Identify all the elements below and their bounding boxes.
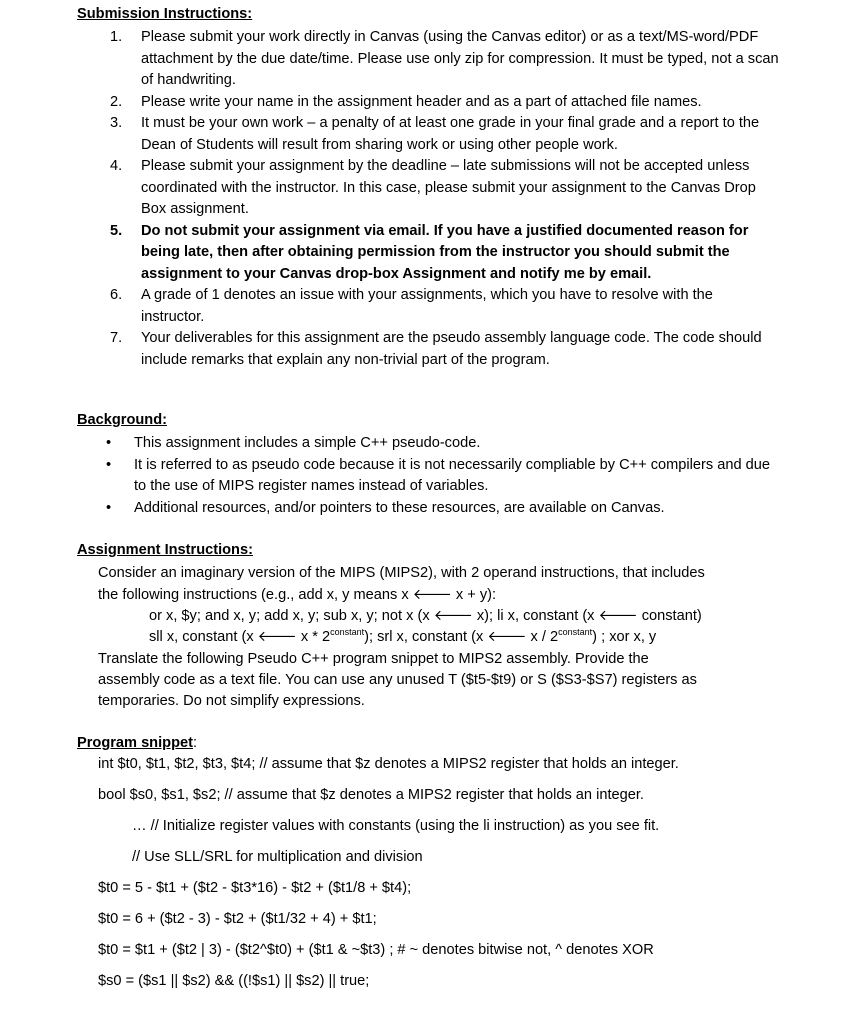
code-line: $t0 = 6 + ($t2 - 3) - $t2 + ($t1/32 + 4) + $t1;	[98, 911, 377, 927]
code-line: int $t0, $t1, $t2, $t3, $t4; // assume that $z denotes a MIPS2 register that holds an integer.	[98, 756, 679, 772]
submission-item	[110, 285, 780, 328]
code-line: bool $s0, $s1, $s2; // assume that $z denotes a MIPS2 register that holds an integer.	[98, 787, 644, 803]
item-text: Additional resources, and/or pointers to these resources, are available on Canvas.	[134, 499, 665, 516]
item-text: Please write your name in the assignment header and as a part of attached file names.	[141, 93, 702, 110]
item-text: It is referred to as pseudo code because it is not necessarily compliable by C++ compilers and due to the use of MIPS register names instead of variables.	[134, 456, 770, 494]
item-number: 3.	[110, 115, 123, 131]
assignment-heading: Assignment Instructions:	[77, 542, 253, 558]
item-number: 1.	[110, 29, 123, 45]
item-number: 2.	[110, 93, 123, 110]
submission-item	[110, 328, 780, 371]
background-item	[104, 455, 784, 498]
assignment-text-line: assembly code as a text file. You can use any unused T ($t5-$t9) or S ($S3-$S7) registers as	[98, 672, 697, 688]
submission-item	[110, 113, 780, 156]
background-item	[104, 498, 784, 520]
snippet-heading: Program snippet	[77, 735, 193, 751]
line-part: ); srl x, constant (x 🡐 x / 2	[364, 629, 559, 645]
assignment-text-line: the following instructions (e.g., add x, y means x 🡐 x + y):	[98, 587, 497, 603]
item-text: Your deliverables for this assignment are the pseudo assembly language code. The code should include remarks that explain any non-trivial part of the program.	[141, 330, 762, 368]
code-line: $t0 = 5 - $t1 + ($t2 - $t3*16) - $t2 + ($t1/8 + $t4);	[98, 880, 412, 896]
line-part: ) ; xor x, y	[592, 629, 657, 645]
snippet-heading-colon: :	[192, 735, 198, 751]
code-line: $t0 = $t1 + ($t2 | 3) - ($t2^$t0) + ($t1 & ~$t3) ; # ~ denotes bitwise not, ^ denotes XOR	[98, 942, 654, 958]
submission-heading: Submission Instructions:	[77, 6, 253, 22]
bullet-icon: •	[106, 499, 112, 516]
background-item	[104, 433, 784, 455]
item-number: 7.	[110, 330, 123, 346]
snippet-heading-wrap	[77, 733, 197, 754]
assignment-text-line: Consider an imaginary version of the MIPS (MIPS2), with 2 operand instructions, that includes	[98, 565, 705, 581]
submission-list	[110, 27, 780, 371]
item-text: Please submit your assignment by the deadline – late submissions will not be accepted unless coordinated with the instructor. In this case, please submit your assignment to the Canvas Drop Box assignment.	[141, 158, 756, 217]
assignment-text-line: Translate the following Pseudo C++ program snippet to MIPS2 assembly. Provide the	[98, 651, 649, 667]
item-number: 4.	[110, 158, 123, 174]
background-heading: Background:	[77, 412, 167, 428]
instruction-list-line: or x, $y; and x, y; add x, y; sub x, y; not x (x 🡐 x); li x, constant (x 🡐 constant)	[149, 608, 702, 624]
submission-item	[110, 27, 780, 92]
superscript: constant	[558, 627, 593, 637]
superscript: constant	[330, 627, 365, 637]
code-line: $s0 = ($s1 || $s2) && ((!$s1) || $s2) || true;	[98, 973, 370, 989]
line-part: sll x, constant (x 🡐 x * 2	[149, 629, 331, 645]
submission-item	[110, 92, 780, 114]
item-text: Do not submit your assignment via email. If you have a justified documented reason for being late, then after obtaining permission from the instructor you should submit the assignment to your Canvas drop-box Assignment and notify me by email.	[141, 222, 749, 282]
item-text: It must be your own work – a penalty of at least one grade in your final grade and a report to the Dean of Students will result from sharing work or using other people work.	[141, 115, 760, 153]
bullet-icon: •	[106, 435, 112, 451]
instruction-list-line	[149, 627, 656, 648]
assignment-text-line: temporaries. Do not simplify expressions.	[98, 693, 365, 709]
bullet-icon: •	[106, 456, 112, 473]
item-text: A grade of 1 denotes an issue with your assignments, which you have to resolve with the instructor.	[141, 287, 713, 325]
code-line: // Use SLL/SRL for multiplication and division	[132, 849, 423, 865]
background-list	[104, 433, 784, 519]
item-text: This assignment includes a simple C++ pseudo-code.	[134, 435, 481, 451]
item-number: 5.	[110, 222, 123, 239]
submission-item	[110, 156, 780, 221]
item-number: 6.	[110, 287, 123, 303]
submission-item-bold	[110, 221, 780, 286]
code-line: … // Initialize register values with constants (using the li instruction) as you see fit.	[132, 818, 660, 834]
item-text: Please submit your work directly in Canvas (using the Canvas editor) or as a text/MS-word/PDF attachment by the due date/time. Please use only zip for compression. It must be typed, not a scan of handwriting.	[141, 29, 779, 88]
